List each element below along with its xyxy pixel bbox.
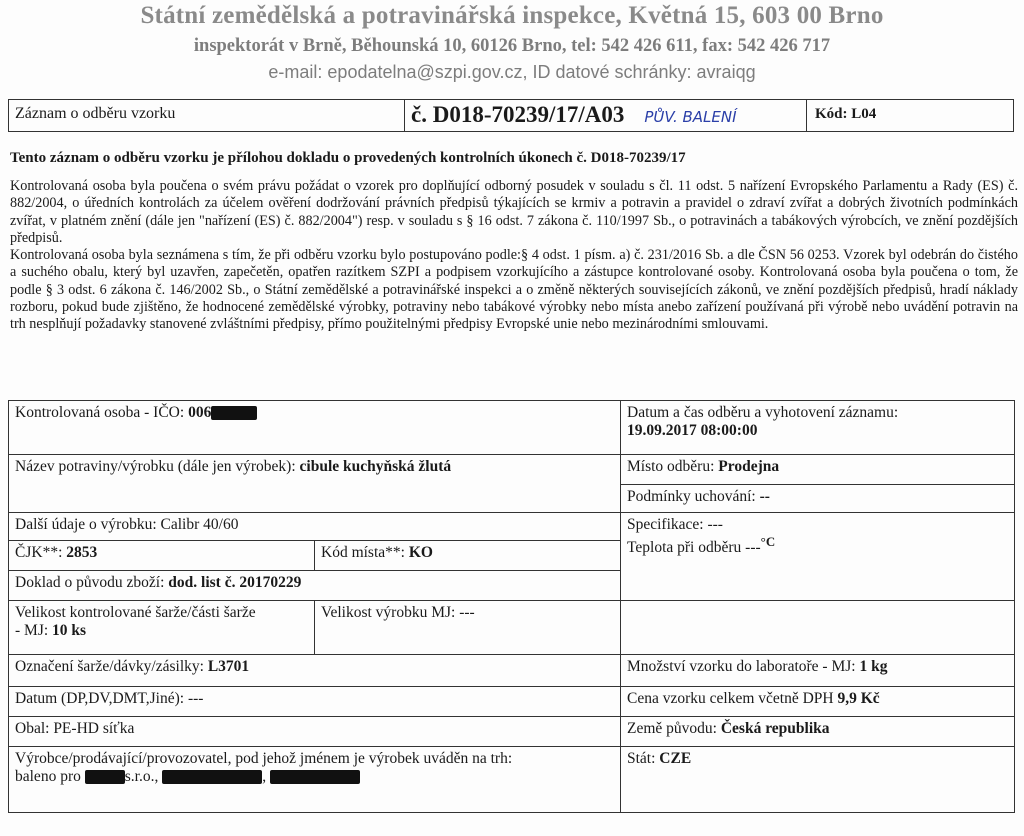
- redaction: [211, 406, 257, 420]
- product-details: Calibr 40/60: [160, 516, 239, 533]
- packaging-cell: Obal: PE-HD síťka: [9, 717, 621, 747]
- producer-cell: Výrobce/prodávající/provozovatel, pod jehož jménem je výrobek uváděn na trh: baleno pro s.r.o., ,: [9, 747, 621, 813]
- date-cell: Datum (DP,DV,DMT,Jiné): ---: [9, 687, 621, 717]
- sample-record-table: [8, 400, 1015, 813]
- sampling-place-cell: Místo odběru: Prodejna: [621, 455, 1015, 485]
- spec-temp-cell: Specifikace: --- Teplota při odběru ---$^{^\circ C}$: [621, 513, 1015, 601]
- product-size-cell: Velikost výrobku MJ: ---: [315, 601, 621, 655]
- sampling-datetime-cell: Datum a čas odběru a vyhotovení záznamu: 19.09.2017 08:00:00: [621, 401, 1015, 455]
- inspected-person-cell: Kontrolovaná osoba - IČO: 006: [9, 401, 621, 455]
- empty-cell: [621, 601, 1015, 655]
- redaction: [270, 770, 360, 784]
- authority-title: Státní zemědělská a potravinářská inspekce, Květná 15, 603 00 Brno: [140, 2, 884, 29]
- product-name-cell: Název potraviny/výrobku (dále jen výrobek): cibule kuchyňská žlutá: [9, 455, 621, 513]
- sampling-place: Prodejna: [718, 458, 780, 475]
- contact-line: e-mail: epodatelna@szpi.gov.cz, ID datové schránky: avraiqg: [268, 62, 756, 82]
- legal-paragraph: Kontrolovaná osoba byla poučena o svém právu požádat o vzorek pro doplňující odborný posudek v souladu s čl. 11 odst. 5 nařízení Evropského Parlamentu a Rady (ES) č. 882/2004, o úředních kontrolách za účelem ověření dodržování právních předpisů týkajících se krmiv a potravin a pravidel o zdraví zvířat a dobrých životních podmínkách zvířat, v platném znění (dále jen "nařízení (ES) č. 882/2004") resp. v souladu s § 16 odst. 7 zákona č. 110/1997 Sb., o potravinách a tabákových výrobcích, ve znění pozdějších předpisů.: [10, 178, 1018, 246]
- lot-id-cell: Označení šarže/dávky/zásilky: L3701: [9, 655, 621, 687]
- record-label: Záznam o odběru vzorku: [9, 100, 405, 131]
- handwritten-note: PŮV. BALENÍ: [644, 108, 737, 126]
- product-name: cibule kuchyňská žlutá: [299, 458, 452, 475]
- lot-size-cell: Velikost kontrolované šarže/části šarže - MJ: 10 ks: [9, 601, 315, 655]
- record-header: [8, 99, 1014, 132]
- record-code: Kód: L04: [815, 106, 877, 122]
- record-number: č. D018-70239/17/A03: [411, 102, 625, 127]
- legal-paragraph: Kontrolovaná osoba byla seznámena s tím, že při odběru vzorku bylo postupováno podle:§ 4 odst. 1 písm. a) č. 231/2016 Sb. a dle ČSN 56 0253. Vzorek byl odebrán do čistého a suchého obalu, který byl uzavřen, zapečetěn, opatřen razítkem SZPI a podpisem vzorkujícího a zástupce kontrolované osoby. Kontrolovaná osoba byla poučena o tom, že podle § 3 odst. 6 zákona č. 146/2002 Sb., o Státní zemědělské a potravinářské inspekci a o změně některých souvisejících zákonů, ve znění pozdějších předpisů, hradí náklady rozboru, pokud bude zjištěno, že hodnocené zemědělské výrobky, potraviny nebo tabákové výrobky nebo místa anebo zařízení používaná při výrobě nebo uvádění potravin na trh nesplňují požadavky stanovené zvláštními předpisy, přímo použitelnými předpisy Evropské unie nebo mezinárodními smlouvami.: [10, 247, 1018, 333]
- cjk-cell: ČJK**: 2853: [9, 541, 315, 571]
- place-code-cell: Kód místa**: KO: [315, 541, 621, 571]
- intro-statement: Tento záznam o odběru vzorku je přílohou dokladu o provedených kontrolních úkonech č. D018-70239/17: [10, 150, 686, 166]
- redaction: [85, 770, 125, 784]
- sample-quantity-cell: Množství vzorku do laboratoře - MJ: 1 kg: [621, 655, 1015, 687]
- inspectorate-address: inspektorát v Brně, Běhounská 10, 60126 Brno, tel: 542 426 611, fax: 542 426 717: [193, 36, 831, 56]
- state-cell: Stát: CZE: [621, 747, 1015, 813]
- product-details-cell: Další údaje o výrobku: Calibr 40/60: [9, 513, 621, 541]
- sampling-datetime: 19.09.2017 08:00:00: [627, 422, 758, 439]
- redaction: [162, 770, 262, 784]
- legal-text: [10, 178, 1018, 334]
- ico-value: 006: [188, 404, 212, 421]
- origin-doc-cell: Doklad o původu zboží: dod. list č. 20170229: [9, 571, 621, 601]
- country-of-origin-cell: Země původu: Česká republika: [621, 717, 1015, 747]
- price-cell: Cena vzorku celkem včetně DPH 9,9 Kč: [621, 687, 1015, 717]
- storage-conditions-cell: Podmínky uchování: --: [621, 485, 1015, 513]
- record-number-cell: [405, 100, 807, 131]
